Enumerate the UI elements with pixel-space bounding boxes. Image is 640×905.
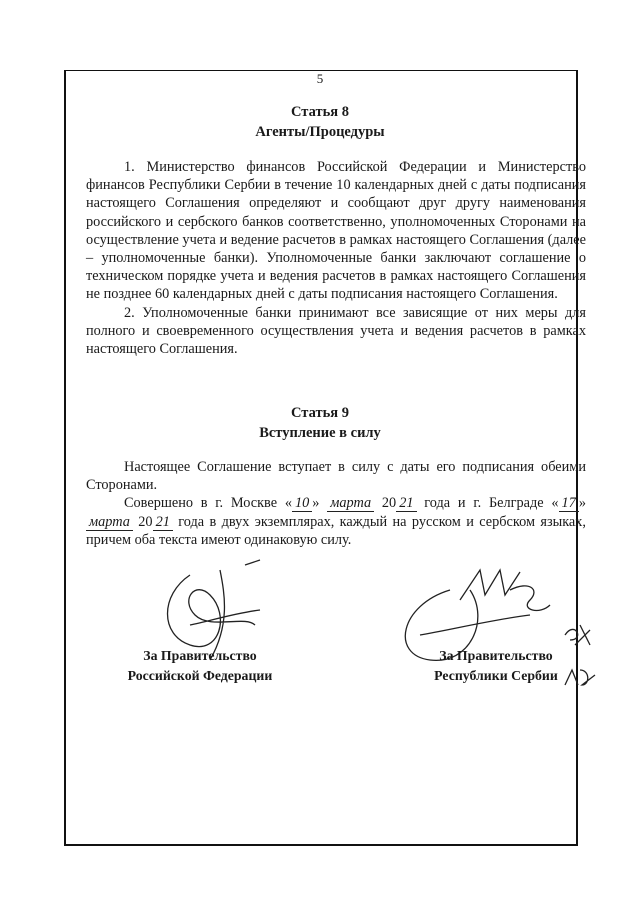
article9-paragraph-1: Настоящее Соглашение вступает в силу с даты его подписания обеими Сторонами.: [86, 459, 586, 494]
article9-subtitle: Вступление в силу: [259, 425, 381, 441]
done-prefix: Совершено в г. Москве «: [124, 495, 292, 512]
article8-title: Статья 8: [291, 104, 349, 120]
serbian-signatory: [396, 646, 596, 686]
russian-signatory: [100, 646, 300, 686]
russian-signatory-line1: За Правительство: [143, 648, 257, 663]
article9-paragraph-2: Совершено в г. Москве « 10 » марта 20 21 года и г. Белграде « 17 » марта 20 21 года в двух экземплярах, каждый на русском и сербском языках, причем оба текста имеют одинаковую силу.: [86, 495, 587, 548]
moscow-day: 10: [292, 495, 312, 512]
russian-signatory-line2: Российской Федерации: [127, 668, 273, 683]
belgrade-day: 17: [559, 495, 579, 512]
article8-paragraph-1: 1. Министерство финансов Российской Федерации и Министерство финансов Республики Сербии в течение 10 календарных дней с даты подписания настоящего Соглашения определяют и сообщают друг другу наименования российского и сербского банков соответственно, уполномоченных Сторонами на осуществление учета и ведение расчетов в рамках настоящего Соглашения (далее – уполномоченные банки). Уполномоченные банки заключают соглашение о техническом порядке учета и ведения расчетов в рамках настоящего Соглашения не позднее 60 календарных дней с даты подписания настоящего Соглашения.: [86, 159, 586, 303]
article8-body: [86, 158, 586, 358]
moscow-year: 21: [396, 495, 416, 512]
year-prefix: 20: [381, 495, 397, 512]
belgrade-year: 21: [153, 514, 173, 531]
belgrade-month: марта: [86, 514, 133, 531]
done-suffix: года в двух экземплярах, каждый на русском и сербском языках, причем оба текста имеют одинаковую силу.: [86, 513, 587, 548]
article9-body: [86, 458, 586, 549]
moscow-month: марта: [327, 495, 374, 512]
article8-subtitle: Агенты/Процедуры: [255, 124, 385, 140]
done-mid: года и г. Белграде «: [424, 495, 559, 512]
serbian-signatory-line1: За Правительство: [439, 648, 553, 663]
article8-paragraph-2: 2. Уполномоченные банки принимают все зависящие от них меры для полного и своевременного осуществления учета и ведения расчетов в рамках настоящего Соглашения.: [86, 304, 586, 358]
serbian-signatory-line2: Республики Сербии: [434, 668, 558, 683]
year-prefix-2: 20: [138, 513, 153, 530]
page-number: 5: [316, 71, 324, 86]
article9-title: Статья 9: [291, 405, 349, 421]
